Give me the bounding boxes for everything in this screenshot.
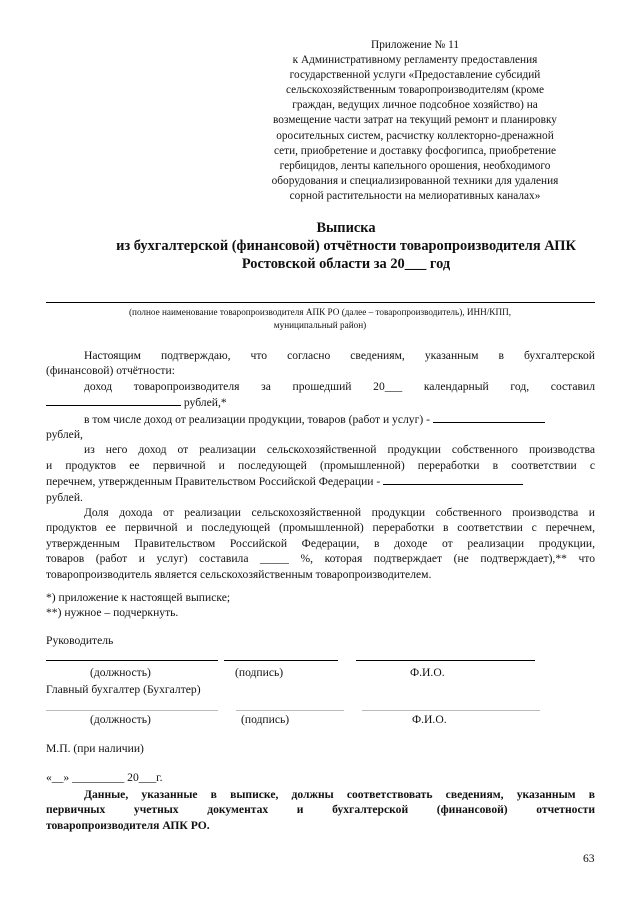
- position-caption: (должность): [90, 713, 151, 726]
- position-caption: (должность): [90, 666, 151, 679]
- sales-income-field[interactable]: [433, 411, 545, 423]
- title-line-3: Ростовской области за 20___ год: [241, 256, 451, 272]
- appendix-line: возмещение части затрат на текущий ремонт и планировку: [273, 114, 557, 127]
- final-note-line: товаропроизводителя АПК РО.: [46, 818, 210, 832]
- body-line: и продуктов ее первичной и последующей (промышленной) переработки в соответствии с: [46, 458, 595, 472]
- appendix-line: оросительных систем, расчистку коллекторно-дренажной: [276, 129, 554, 142]
- body-line: [46, 394, 595, 410]
- body-text-fragment: в том числе доход от реализации продукции, товаров (работ и услуг) -: [84, 412, 430, 426]
- body-line: Доля дохода от реализации сельскохозяйственной продукции собственного производства и: [84, 506, 595, 520]
- body-line: утвержденным Правительством Российской Федерации, в доходе от реализации продукции,: [46, 536, 595, 550]
- document-title: [46, 219, 640, 273]
- producer-name-caption: [80, 306, 560, 331]
- accountant-label: Главный бухгалтер (Бухгалтер): [46, 683, 201, 696]
- accountant-fio-field[interactable]: [362, 710, 540, 711]
- appendix-line: государственной услуги «Предоставление субсидий: [289, 69, 541, 82]
- fio-caption: Ф.И.О.: [412, 713, 447, 726]
- signature-caption: (подпись): [235, 666, 284, 679]
- page-number: 63: [583, 852, 595, 865]
- caption-line-2: муниципальный район): [273, 319, 367, 330]
- appendix-header: [250, 38, 580, 204]
- body-line: (финансовой) отчётности:: [46, 364, 175, 378]
- appendix-line: оборудования и специализированной техники для удаления: [271, 174, 559, 187]
- body-text-fragment: рублей,*: [183, 396, 227, 410]
- body-line: товаропроизводитель является сельскохозяйственным товаропроизводителем.: [46, 567, 432, 581]
- stamp-label: М.П. (при наличии): [46, 742, 144, 755]
- appendix-line: гербицидов, ленты капельного орошения, необходимого: [279, 159, 551, 172]
- body-line: продуктов ее первичной и последующей (промышленной) переработки в соответствии с перечнем,: [46, 521, 595, 535]
- body-line: Настоящим подтверждаю, что согласно сведениям, указанным в бухгалтерской: [84, 349, 595, 362]
- income-total-field[interactable]: [46, 394, 181, 406]
- final-note-line: Данные, указанные в выписке, должны соответствовать сведениям, указанным в: [84, 788, 595, 801]
- head-fio-field[interactable]: [356, 660, 535, 661]
- head-position-field[interactable]: [46, 660, 218, 661]
- footnotes: [46, 590, 230, 621]
- title-line-2: из бухгалтерской (финансовой) отчётности товаропроизводителя АПК: [116, 238, 576, 254]
- appendix-line: Приложение № 11: [371, 39, 459, 51]
- footnote-1: *) приложение к настоящей выписке;: [46, 591, 231, 604]
- accountant-signature-field[interactable]: [236, 710, 344, 711]
- body-line: из него доход от реализации сельскохозяйственной продукции собственного производства: [84, 443, 595, 457]
- body-line: [46, 473, 595, 489]
- appendix-line: граждан, ведущих личное подсобное хозяйство) на: [292, 99, 538, 112]
- appendix-line: сельскохозяйственным товаропроизводителям (кроме: [285, 84, 545, 97]
- footnote-2: **) нужное – подчеркнуть.: [46, 606, 179, 620]
- body-line: [46, 411, 595, 427]
- caption-line-1: (полное наименование товаропроизводителя АПК РО (далее – товаропроизводитель), ИНН/КПП,: [128, 307, 512, 317]
- body-line: рублей.: [46, 490, 83, 504]
- appendix-line: к Административному регламенту предоставления: [292, 54, 538, 67]
- date-line: «__» _________ 20___г.: [46, 771, 163, 784]
- accountant-position-field[interactable]: [46, 710, 218, 711]
- fio-caption: Ф.И.О.: [410, 666, 445, 679]
- title-line-1: Выписка: [316, 220, 376, 236]
- agri-income-field[interactable]: [383, 473, 523, 485]
- body-line: доход товаропроизводителя за прошедший 20___ календарный год, составил: [84, 379, 595, 393]
- head-label: Руководитель: [46, 634, 114, 647]
- final-note-line: первичных учетных документах и бухгалтерской (финансовой) отчетности: [46, 803, 595, 817]
- appendix-line: сети, приобретение и доставку фосфогипса, приобретение: [273, 144, 557, 157]
- body-text-fragment: перечнем, утвержденным Правительством Российской Федерации -: [46, 475, 381, 489]
- body-line: рублей,: [46, 428, 83, 442]
- signature-caption: (подпись): [241, 713, 290, 726]
- appendix-line: сорной растительности на мелиоративных каналах»: [289, 189, 541, 202]
- body-line: товаров (работ и услуг) составила _____ %, которая подтверждает (не подтверждает),** что: [46, 552, 595, 566]
- producer-name-field[interactable]: [46, 302, 595, 303]
- statement-body: [46, 348, 595, 582]
- final-note: [46, 787, 595, 833]
- head-signature-field[interactable]: [224, 660, 338, 661]
